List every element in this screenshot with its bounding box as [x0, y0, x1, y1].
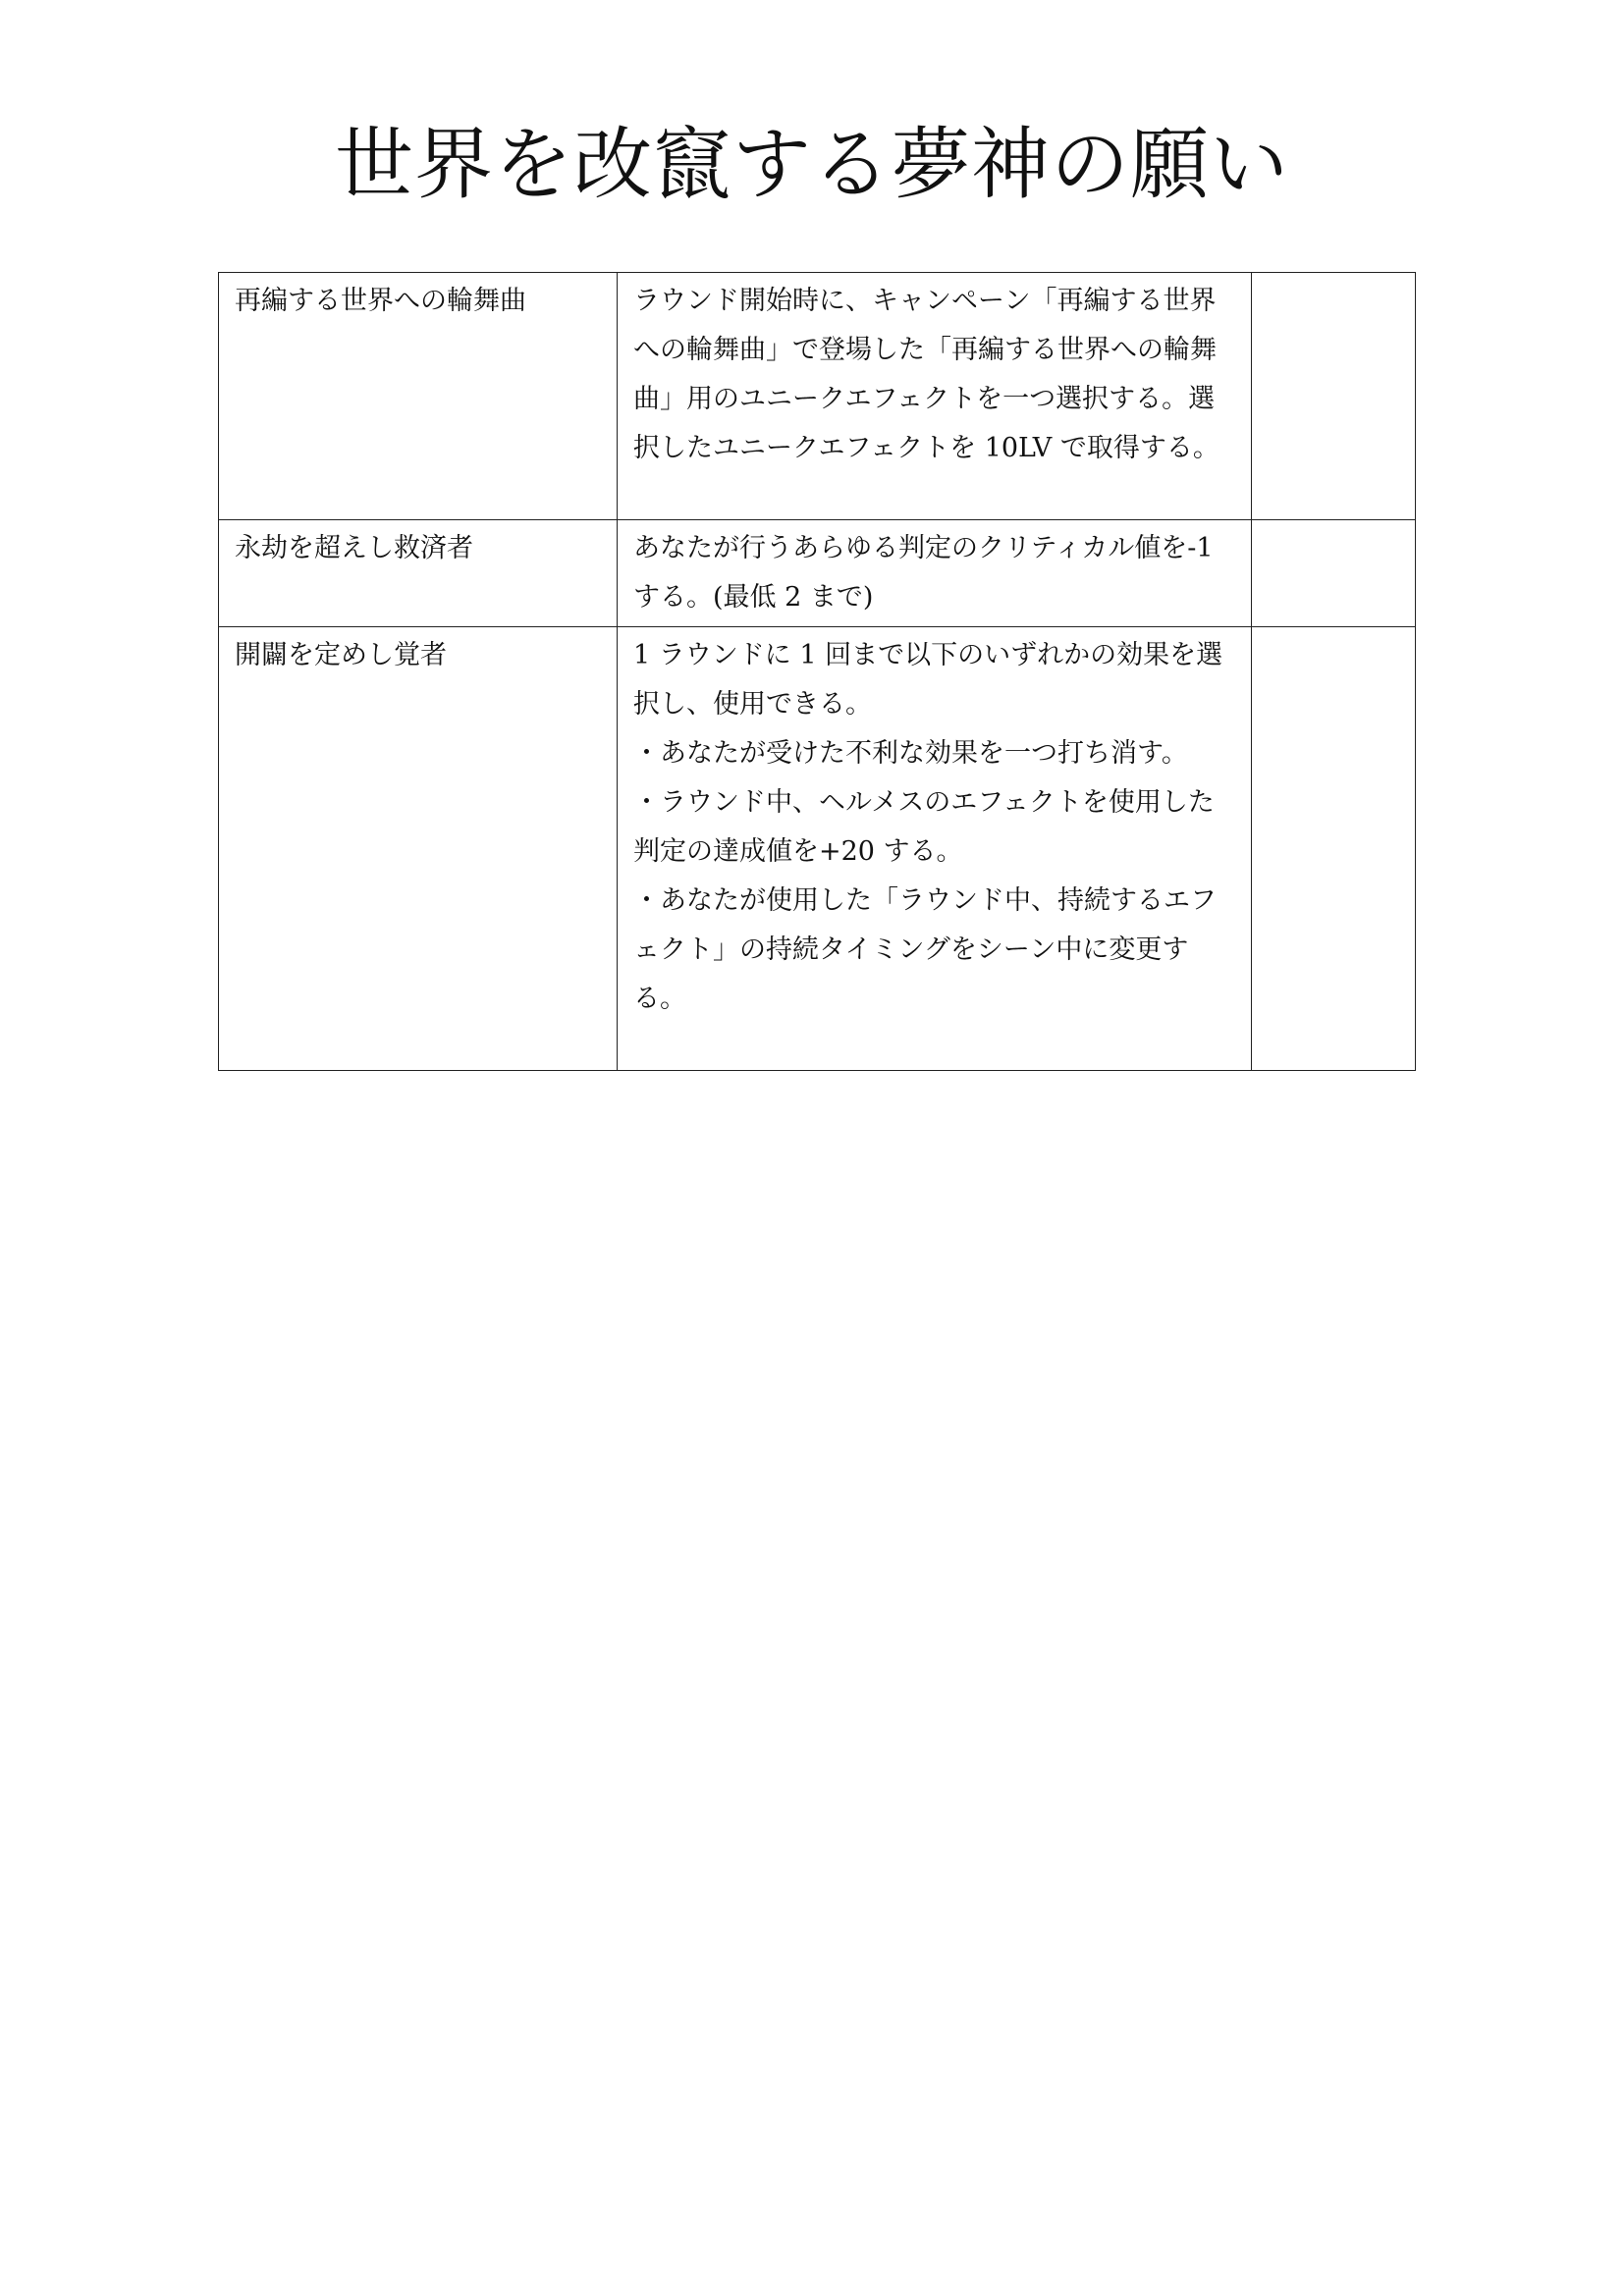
effect-description-cell: あなたが行うあらゆる判定のクリティカル値を-1 する。(最低 2 まで): [618, 520, 1252, 627]
table-row: [219, 627, 1416, 1071]
effect-extra-cell: [1252, 273, 1416, 520]
description-line: ・ラウンド中、ヘルメスのエフェクトを使用した判定の達成値を+20 する。: [633, 787, 1215, 867]
effect-extra-cell: [1252, 627, 1416, 1071]
table-row: [219, 520, 1416, 627]
effect-extra-cell: [1252, 520, 1416, 627]
description-line: 1 ラウンドに 1 回まで以下のいずれかの効果を選択し、使用できる。: [633, 640, 1223, 720]
effect-description-cell: [618, 627, 1252, 1071]
effect-name-cell: 開闢を定めし覚者: [219, 627, 618, 1071]
effect-name-cell: 永劫を超えし救済者: [219, 520, 618, 627]
table-row: [219, 273, 1416, 520]
effect-description-cell: ラウンド開始時に、キャンペーン「再編する世界への輪舞曲」で登場した「再編する世界への輪舞曲」用のユニークエフェクトを一つ選択する。選択したユニークエフェクトを 10LV で取得する。: [618, 273, 1252, 520]
description-line: ・あなたが使用した「ラウンド中、持続するエフェクト」の持続タイミングをシーン中に変更する。: [633, 885, 1217, 1014]
effects-table: [218, 272, 1416, 1071]
page-title: 世界を改竄する夢神の願い: [335, 119, 1289, 210]
description-line: ・あなたが受けた不利な効果を一つ打ち消す。: [633, 738, 1188, 769]
effect-name-cell: 再編する世界への輪舞曲: [219, 273, 618, 520]
